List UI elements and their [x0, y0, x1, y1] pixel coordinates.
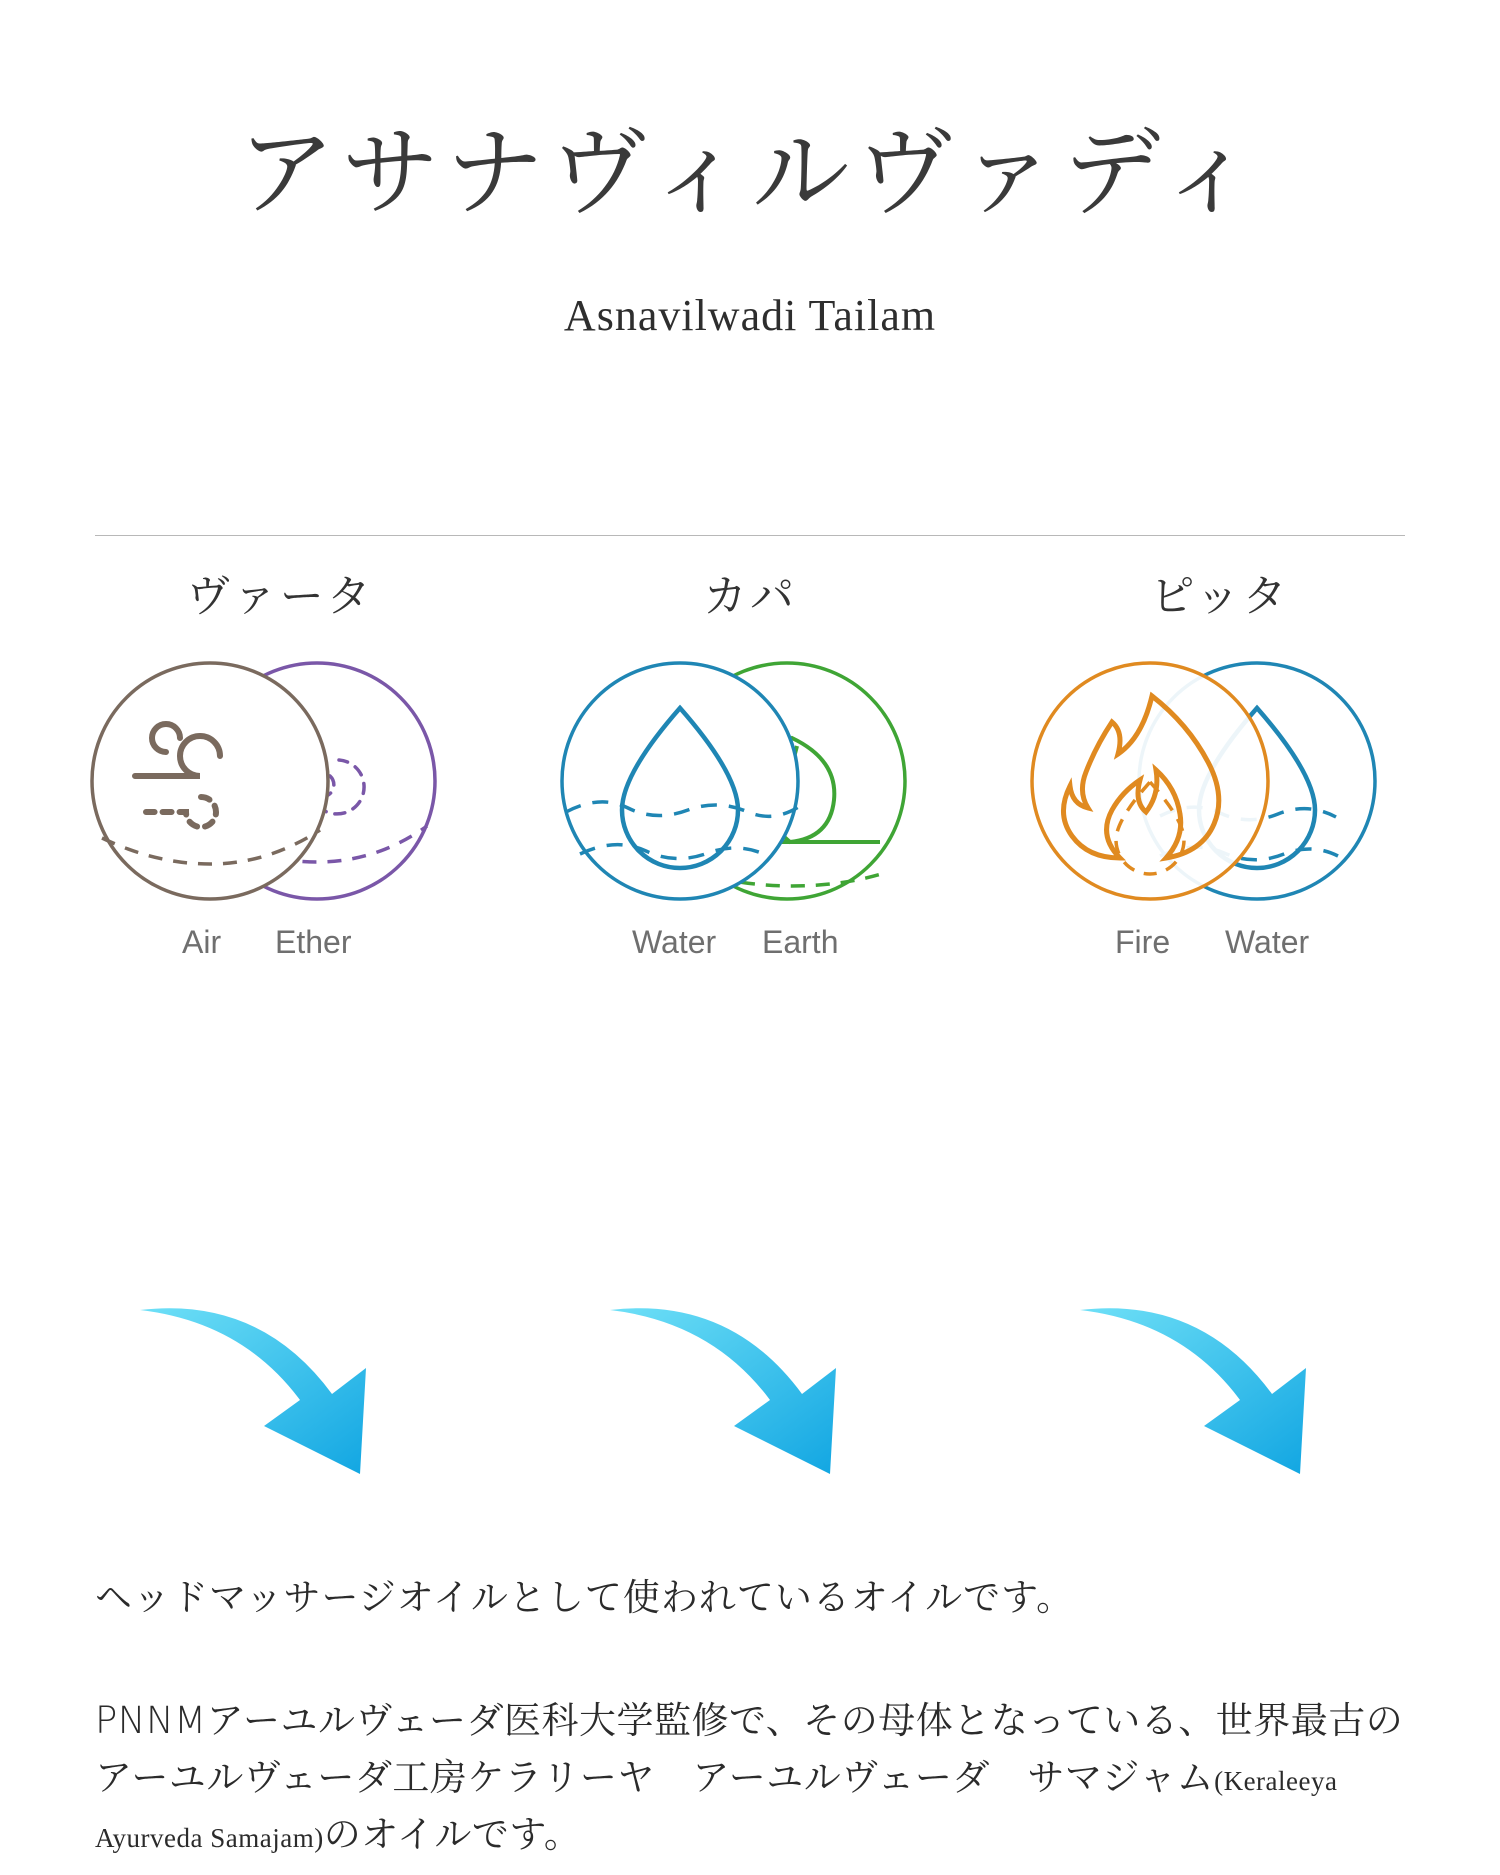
dosha-pitta-element-labels [1010, 924, 1430, 964]
curved-down-arrow-icon [600, 1290, 900, 1510]
dosha-row [60, 560, 1440, 964]
dosha-kapha [530, 560, 970, 964]
lead-paragraph: ヘッドマッサージオイルとして使われているオイルです。 [95, 1576, 1075, 1619]
dosha-vata-element-labels [70, 924, 490, 964]
element-label-water: Water [1225, 924, 1310, 960]
main-paragraph [95, 1692, 1415, 1864]
wind-icon [92, 663, 328, 899]
main-paragraph-part2: のオイルです。 [323, 1813, 582, 1857]
element-label-air: Air [182, 924, 222, 960]
curved-down-arrow-icon [130, 1290, 430, 1510]
header-divider [95, 535, 1405, 536]
main-paragraph-latin: (Keraleeya Ayurveda Samajam) [95, 1765, 1338, 1854]
arrow-cell-kapha [530, 1290, 970, 1510]
page-title: アサナヴィルヴァディ [237, 116, 1263, 230]
body-copy [95, 1570, 1415, 1864]
element-label-earth: Earth [762, 924, 839, 960]
dosha-name-pitta: ピッタ [1150, 571, 1290, 622]
water-drop-icon [562, 663, 800, 899]
dosha-pitta [1000, 560, 1440, 964]
arrow-cell-vata [60, 1290, 500, 1510]
dosha-kapha-icons [540, 646, 960, 916]
curved-down-arrow-icon [1070, 1290, 1370, 1510]
element-label-water: Water [632, 924, 717, 960]
element-label-ether: Ether [275, 924, 352, 960]
flame-icon [1032, 663, 1268, 899]
page-subtitle: Asnavilwadi Tailam [563, 290, 937, 340]
arrow-row [60, 1290, 1440, 1510]
element-label-fire: Fire [1115, 924, 1171, 960]
dosha-name-kapha: カパ [703, 571, 797, 622]
dosha-vata [60, 560, 500, 964]
arrow-cell-pitta [1000, 1290, 1440, 1510]
dosha-kapha-element-labels [540, 924, 960, 964]
dosha-name-vata: ヴァータ [186, 571, 374, 622]
main-paragraph-part1: PNNMアーユルヴェーダ医科大学監修で、その母体となっている、世界最古のアーユルヴェーダ工房ケラリーヤ アーユルヴェーダ サマジャム [95, 1698, 1404, 1799]
dosha-pitta-icons [1010, 646, 1430, 916]
header [0, 0, 1500, 341]
dosha-vata-icons [70, 646, 490, 916]
